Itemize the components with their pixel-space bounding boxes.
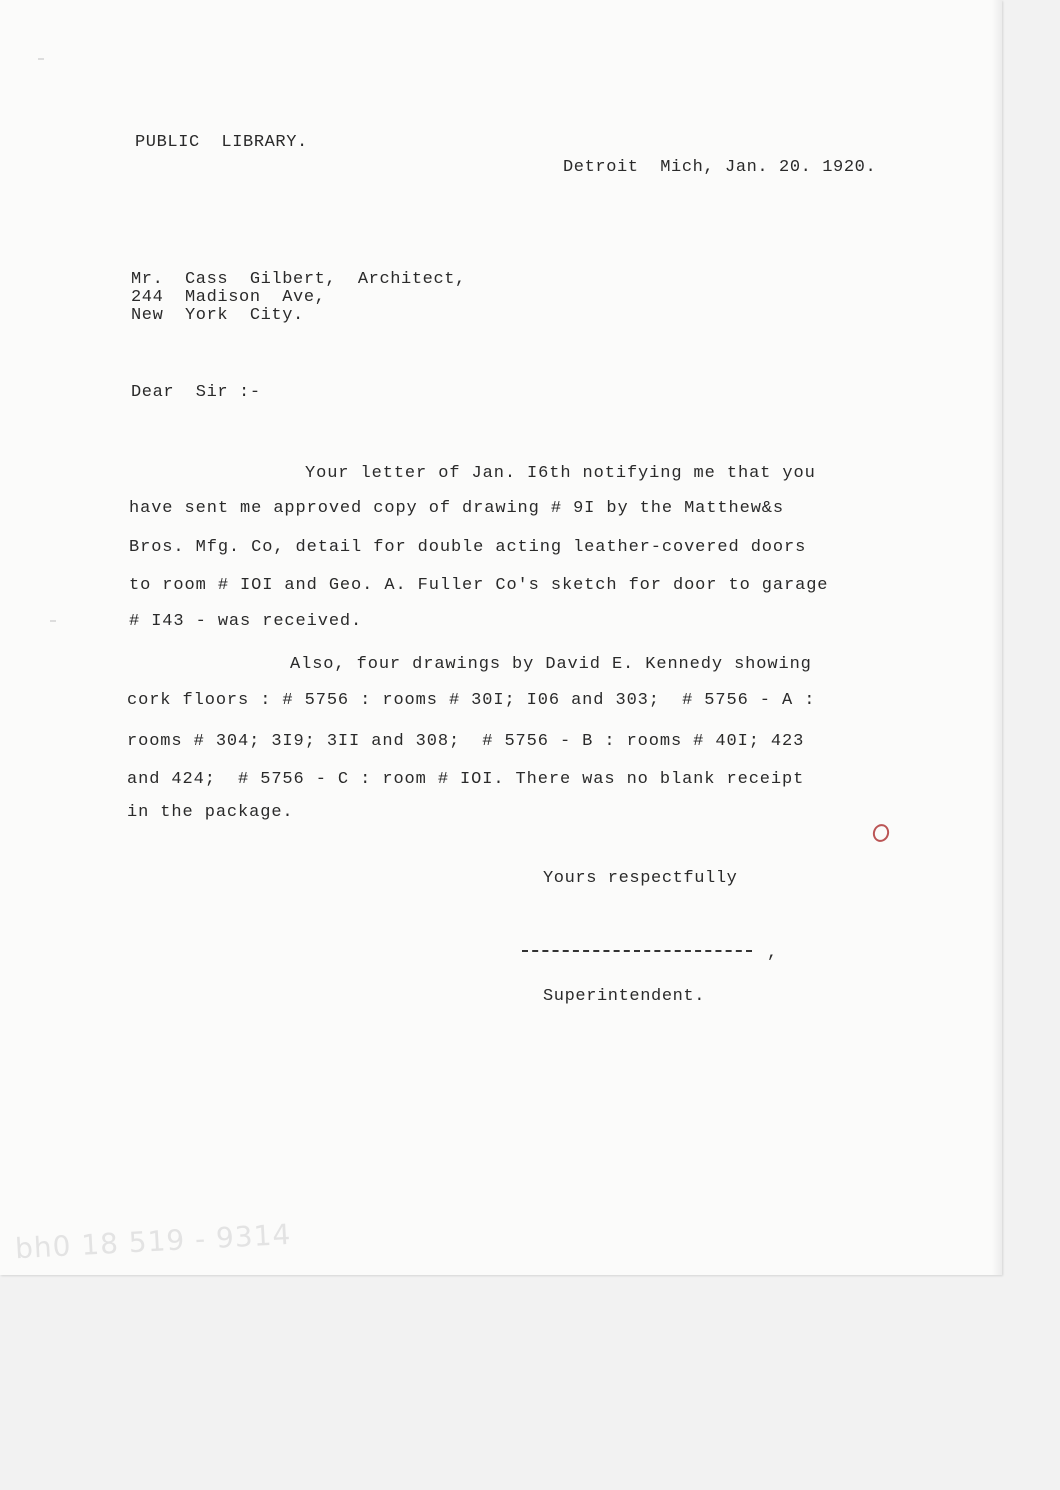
paper-mark <box>50 620 56 622</box>
signature-line <box>522 950 752 952</box>
signature-comma: , <box>767 944 778 963</box>
body-line: have sent me approved copy of drawing # 9I by the Matthew&s <box>129 499 784 518</box>
body-line: Bros. Mfg. Co, detail for double acting leather-covered doors <box>129 538 807 557</box>
address-line: Mr. Cass Gilbert, Architect, <box>131 270 466 289</box>
address-line: 244 Madison Ave, <box>131 288 326 307</box>
body-line: and 424; # 5756 - C : room # IOI. There was no blank receipt <box>127 770 805 789</box>
body-line: to room # IOI and Geo. A. Fuller Co's sketch for door to garage <box>129 576 829 595</box>
pencil-circle-mark <box>870 822 891 844</box>
body-line: Also, four drawings by David E. Kennedy showing <box>290 655 812 674</box>
letterhead-library: PUBLIC LIBRARY. <box>135 133 308 152</box>
body-line: in the package. <box>127 803 294 822</box>
closing: Yours respectfully <box>543 869 738 888</box>
body-line: Your letter of Jan. I6th notifying me that you <box>305 464 816 483</box>
salutation: Dear Sir :- <box>131 383 261 402</box>
signer-title: Superintendent. <box>543 987 706 1006</box>
faint-archive-number: bh0 18 519 - 9314 <box>14 1217 293 1266</box>
address-line: New York City. <box>131 306 304 325</box>
body-line: cork floors : # 5756 : rooms # 30I; I06 and 303; # 5756 - A : <box>127 691 816 710</box>
letter-date: Detroit Mich, Jan. 20. 1920. <box>563 158 877 177</box>
body-line: rooms # 304; 3I9; 3II and 308; # 5756 - B : rooms # 40I; 423 <box>127 732 805 751</box>
body-line: # I43 - was received. <box>129 612 363 631</box>
paper-mark <box>38 58 44 60</box>
